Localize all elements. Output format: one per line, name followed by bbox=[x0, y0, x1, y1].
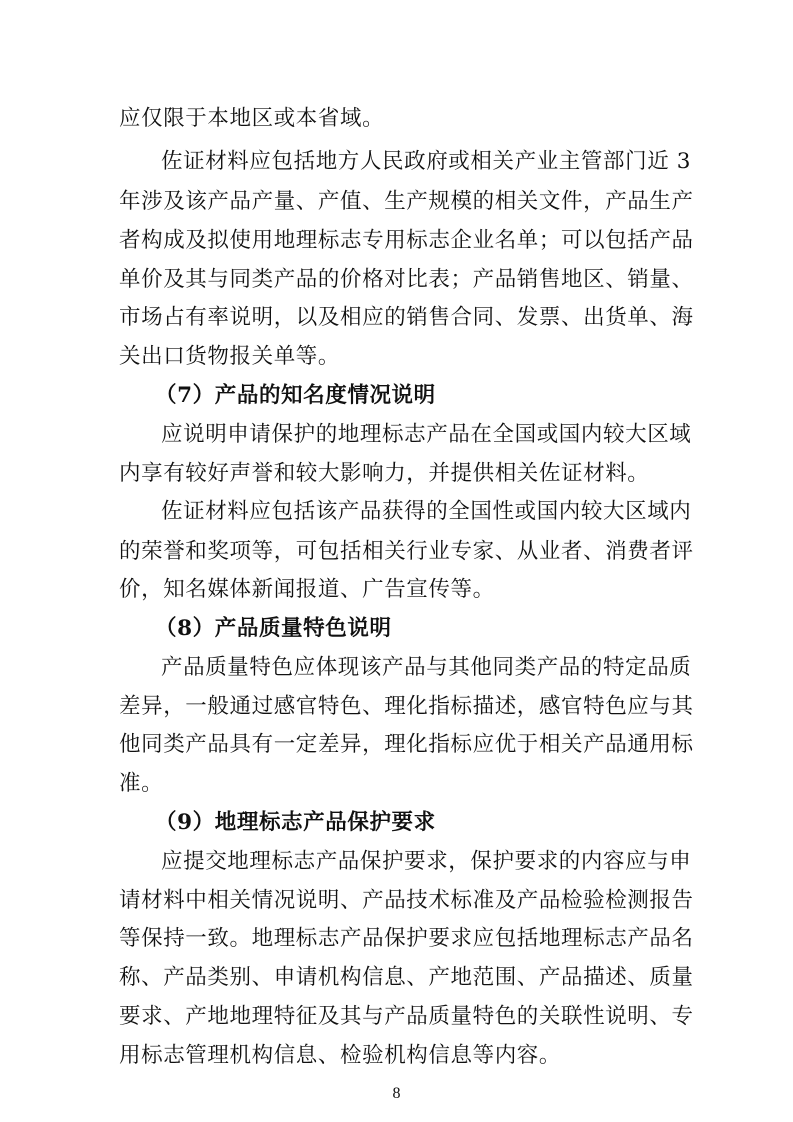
paragraph-line: 称、产品类别、申请机构信息、产地范围、产品描述、质量 bbox=[119, 965, 694, 990]
paragraph-line: 者构成及拟使用地理标志专用标志企业名单；可以包括产品 bbox=[119, 228, 694, 253]
section-heading-8: （8）产品质量特色说明 bbox=[155, 616, 392, 641]
paragraph-line: 产品质量特色应体现该产品与其他同类产品的特定品质 bbox=[161, 655, 692, 680]
paragraph-line: 他同类产品具有一定差异，理化指标应优于相关产品通用标 bbox=[119, 732, 694, 757]
paragraph-line: 内享有较好声誉和较大影响力，并提供相关佐证材料。 bbox=[119, 461, 650, 486]
paragraph-line: 请材料中相关情况说明、产品技术标准及产品检验检测报告 bbox=[119, 888, 694, 913]
paragraph-line: 应提交地理标志产品保护要求，保护要求的内容应与申 bbox=[161, 849, 692, 874]
paragraph-line: 准。 bbox=[119, 771, 164, 796]
section-heading-7: （7）产品的知名度情况说明 bbox=[155, 383, 436, 408]
paragraph-line: 佐证材料应包括该产品获得的全国性或国内较大区域内 bbox=[161, 499, 692, 524]
paragraph-line: 价，知名媒体新闻报道、广告宣传等。 bbox=[119, 577, 495, 602]
paragraph-line: 佐证材料应包括地方人民政府或相关产业主管部门近 3 bbox=[161, 149, 692, 174]
paragraph-line: 要求、产地地理特征及其与产品质量特色的关联性说明、专 bbox=[119, 1004, 694, 1029]
section-heading-9: （9）地理标志产品保护要求 bbox=[155, 810, 436, 835]
paragraph-line: 单价及其与同类产品的价格对比表；产品销售地区、销量、 bbox=[119, 267, 694, 292]
paragraph-line: 用标志管理机构信息、检验机构信息等内容。 bbox=[119, 1043, 562, 1068]
paragraph-line: 应说明申请保护的地理标志产品在全国或国内较大区域 bbox=[161, 422, 692, 447]
paragraph-line: 的荣誉和奖项等，可包括相关行业专家、从业者、消费者评 bbox=[119, 539, 694, 564]
paragraph-line: 差异，一般通过感官特色、理化指标描述，感官特色应与其 bbox=[119, 694, 694, 719]
paragraph-line: 关出口货物报关单等。 bbox=[119, 344, 341, 369]
paragraph-line: 市场占有率说明，以及相应的销售合同、发票、出货单、海 bbox=[119, 305, 694, 330]
page-number: 8 bbox=[392, 1085, 401, 1102]
paragraph-line: 等保持一致。地理标志产品保护要求应包括地理标志产品名 bbox=[119, 926, 694, 951]
paragraph-line: 年涉及该产品产量、产值、生产规模的相关文件，产品生产 bbox=[119, 189, 694, 214]
paragraph-line: 应仅限于本地区或本省域。 bbox=[119, 106, 385, 131]
